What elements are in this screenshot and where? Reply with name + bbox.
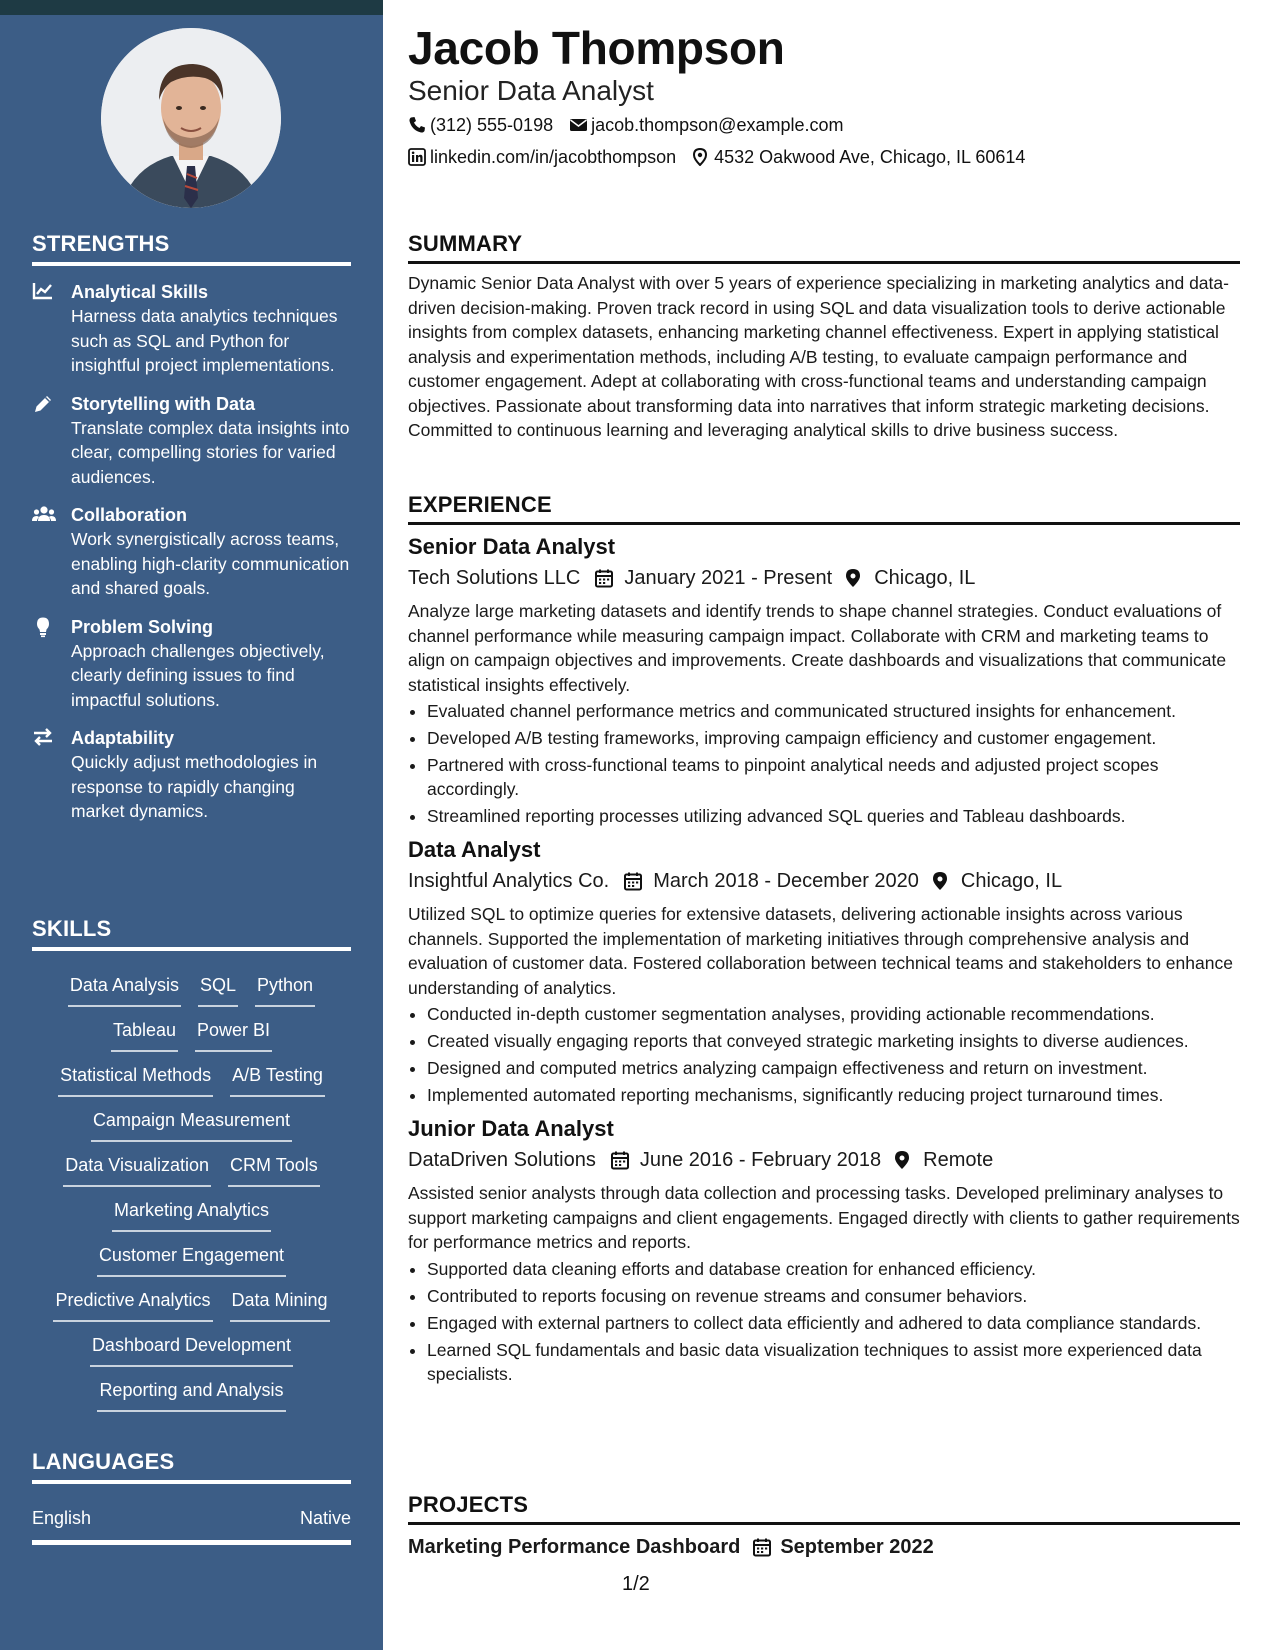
strengths-section — [32, 233, 351, 824]
list-item: • Designed and computed metrics analyzing campaign effectiveness and return on investment. — [427, 1056, 1240, 1080]
map-pin-icon — [844, 568, 864, 588]
envelope-icon — [569, 116, 587, 134]
summary-heading: SUMMARY — [408, 233, 1240, 264]
summary-text: Dynamic Senior Data Analyst with over 5 years of experience specializing in marketing analytics and data-driven decision-making. Proven track record in using SQL and data visualization tools to derive actionable insights from complex datasets, enhancing marketing channel effectiveness. Expert in applying statistical analysis and experimentation methods, including A/B testing, to evaluate campaign performance and customer engagement. Adept at collaborating with cross-functional teams and understanding campaign objectives. Passionate about transforming data into narratives that inform strategic marketing decisions. Committed to continuous learning and leveraging analytical skills to drive business success. — [408, 273, 1229, 440]
list-item: • Learned SQL fundamentals and basic data visualization techniques to assist more experienced data specialists. — [427, 1338, 1240, 1386]
strength-desc: Quickly adjust methodologies in response to rapidly changing market dynamics. — [71, 752, 318, 821]
job-entry — [408, 533, 1240, 828]
skill-tag: Reporting and Analysis — [97, 1378, 285, 1412]
list-item: • Evaluated channel performance metrics and communicated structured insights for enhancement. — [427, 699, 1240, 723]
strength-desc: Harness data analytics techniques such as SQL and Python for insightful project implementations. — [71, 306, 338, 375]
contact-line-1 — [408, 113, 844, 137]
job-title: Junior Data Analyst — [408, 1116, 614, 1141]
projects-section — [408, 1494, 1240, 1561]
job-title: Senior Data Analyst — [408, 534, 616, 559]
contact-linkedin — [408, 145, 676, 169]
sidebar — [0, 0, 383, 1650]
job-title: Data Analyst — [408, 837, 541, 862]
project-date: September 2022 — [780, 1536, 934, 1558]
list-item: • Implemented automated reporting mechanisms, significantly reducing project turnaround times. — [427, 1083, 1240, 1107]
calendar-icon — [594, 568, 614, 588]
skill-tag: Marketing Analytics — [112, 1198, 271, 1232]
job-location: Chicago, IL — [874, 567, 976, 589]
pencil-icon — [32, 393, 56, 415]
strength-item — [32, 615, 351, 713]
skill-row — [32, 1018, 351, 1063]
contact-address — [692, 145, 1025, 169]
sidebar-top-bar — [0, 0, 383, 15]
job-company: DataDriven Solutions — [408, 1149, 596, 1171]
skill-tag: Python — [255, 973, 315, 1007]
languages-section — [32, 1451, 351, 1545]
line-chart-icon — [32, 281, 56, 303]
job-location: Chicago, IL — [960, 870, 1063, 892]
avatar — [101, 28, 281, 208]
strength-desc: Translate complex data insights into clear, compelling stories for varied audiences. — [71, 417, 350, 487]
skill-row — [32, 1378, 351, 1423]
skill-row — [32, 973, 351, 1018]
skill-tag: Data Mining — [230, 1288, 330, 1322]
job-bullets — [408, 699, 1240, 828]
languages-heading: LANGUAGES — [32, 1451, 351, 1484]
list-item: • Partnered with cross-functional teams to pinpoint analytical needs and adjusted project scopes accordingly. — [427, 753, 1240, 801]
skill-tag: Customer Engagement — [97, 1243, 286, 1277]
map-pin-icon — [893, 1150, 913, 1170]
skill-tag: SQL — [198, 973, 238, 1007]
strength-title: Collaboration — [71, 505, 187, 525]
lightbulb-icon — [32, 616, 56, 638]
strengths-heading: STRENGTHS — [32, 233, 351, 266]
skill-tag: Dashboard Development — [90, 1333, 293, 1367]
skill-tag: Predictive Analytics — [53, 1288, 212, 1322]
project-entry — [408, 1533, 1240, 1561]
skills-section — [32, 918, 351, 1423]
skill-row — [32, 1198, 351, 1243]
calendar-icon — [752, 1537, 772, 1557]
language-level: Native — [299, 1508, 351, 1528]
list-item: • Supported data cleaning efforts and database creation for enhanced efficiency. — [427, 1257, 1240, 1281]
list-item: • Conducted in-depth customer segmentation analyses, providing actionable recommendations. — [427, 1002, 1240, 1026]
arrows-exchange-icon — [32, 727, 56, 749]
list-item: • Engaged with external partners to collect data efficiently and adhered to data compliance standards. — [427, 1311, 1240, 1335]
contact-line-2 — [408, 145, 1025, 169]
linkedin-icon — [408, 148, 426, 166]
experience-heading: EXPERIENCE — [408, 494, 1240, 525]
job-location: Remote — [923, 1149, 994, 1171]
job-description: Analyze large marketing datasets and identify trends to shape channel strategies. Conduct evaluations of channel performance while measuring campaign impact. Collaborate with CRM and marketing teams to align on campaign objectives and improvements. Create dashboards and visualizations that communicate statistical insights effectively. — [408, 601, 1227, 695]
job-company: Insightful Analytics Co. — [408, 870, 610, 892]
job-meta — [408, 867, 1240, 895]
skill-tag: Power BI — [195, 1018, 272, 1052]
job-description: Assisted senior analysts through data collection and processing tasks. Developed preliminary analyses to support marketing campaigns and client engagements. Engaged directly with clients to gather requirements for performance metrics and reports. — [408, 1183, 1240, 1252]
strength-item — [32, 392, 351, 490]
strength-item — [32, 726, 351, 824]
job-company: Tech Solutions LLC — [408, 567, 581, 589]
list-item: • Developed A/B testing frameworks, improving campaign efficiency and customer engagement. — [427, 726, 1240, 750]
page-number: 1/2 — [622, 1573, 650, 1595]
map-pin-icon — [931, 871, 951, 891]
skill-tag: Tableau — [111, 1018, 178, 1052]
skill-tag: Statistical Methods — [58, 1063, 213, 1097]
job-dates: June 2016 - February 2018 — [639, 1149, 882, 1171]
language-name: English — [32, 1508, 92, 1528]
candidate-title: Senior Data Analyst — [408, 75, 654, 106]
skill-tag: Data Analysis — [68, 973, 181, 1007]
skill-row — [32, 1288, 351, 1333]
summary-section — [408, 233, 1240, 443]
strength-title: Problem Solving — [71, 616, 214, 637]
linkedin-text: linkedin.com/in/jacobthompson — [430, 147, 677, 167]
project-name: Marketing Performance Dashboard — [408, 1536, 741, 1558]
job-meta — [408, 564, 1240, 592]
language-row — [32, 1506, 351, 1545]
skill-tag: Data Visualization — [63, 1153, 211, 1187]
candidate-name: Jacob Thompson — [408, 22, 785, 74]
strength-title: Analytical Skills — [71, 282, 209, 302]
list-item: • Contributed to reports focusing on revenue streams and consumer behaviors. — [427, 1284, 1240, 1308]
phone-icon — [408, 116, 426, 134]
strength-desc: Approach challenges objectively, clearly defining issues to find impactful solutions. — [71, 640, 325, 710]
skill-tag: CRM Tools — [228, 1153, 320, 1187]
map-pin-icon — [692, 148, 710, 166]
skills-list — [32, 973, 351, 1423]
calendar-icon — [623, 871, 643, 891]
job-description: Utilized SQL to optimize queries for extensive datasets, delivering actionable insights across various channels. Supported the implementation of marketing initiatives through comprehensive analysis and evaluation of customer data. Fostered collaboration between technical teams and stakeholders to enhance understanding of analytics. — [408, 904, 1233, 998]
job-bullets — [408, 1257, 1240, 1386]
strength-item — [32, 280, 351, 378]
list-item: • Created visually engaging reports that conveyed strategic marketing insights to diverse audiences. — [427, 1029, 1240, 1053]
job-entry — [408, 1115, 1240, 1386]
calendar-icon — [610, 1150, 630, 1170]
phone-text: (312) 555-0198 — [430, 115, 554, 135]
skill-row — [32, 1063, 351, 1108]
job-entry — [408, 836, 1240, 1107]
contact-email — [569, 113, 843, 137]
job-dates: March 2018 - December 2020 — [653, 870, 919, 892]
experience-section — [408, 494, 1240, 1389]
strength-item — [32, 503, 351, 601]
email-text: jacob.thompson@example.com — [591, 115, 844, 135]
job-bullets — [408, 1002, 1240, 1107]
list-item: • Streamlined reporting processes utilizing advanced SQL queries and Tableau dashboards. — [427, 804, 1240, 828]
projects-heading: PROJECTS — [408, 1494, 1240, 1525]
contact-phone — [408, 113, 553, 137]
skill-row — [32, 1153, 351, 1198]
skill-row — [32, 1108, 351, 1153]
skill-tag: A/B Testing — [230, 1063, 325, 1097]
strength-title: Adaptability — [71, 728, 175, 748]
skill-row — [32, 1243, 351, 1288]
address-text: 4532 Oakwood Ave, Chicago, IL 60614 — [714, 147, 1026, 167]
skill-tag: Campaign Measurement — [91, 1108, 292, 1142]
users-icon — [32, 504, 56, 526]
job-meta — [408, 1146, 1240, 1174]
skill-row — [32, 1333, 351, 1378]
skills-heading: SKILLS — [32, 918, 351, 951]
strength-desc: Work synergistically across teams, enabling high-clarity communication and shared goals. — [71, 529, 350, 598]
strength-title: Storytelling with Data — [71, 393, 256, 414]
job-dates: January 2021 - Present — [624, 567, 833, 589]
